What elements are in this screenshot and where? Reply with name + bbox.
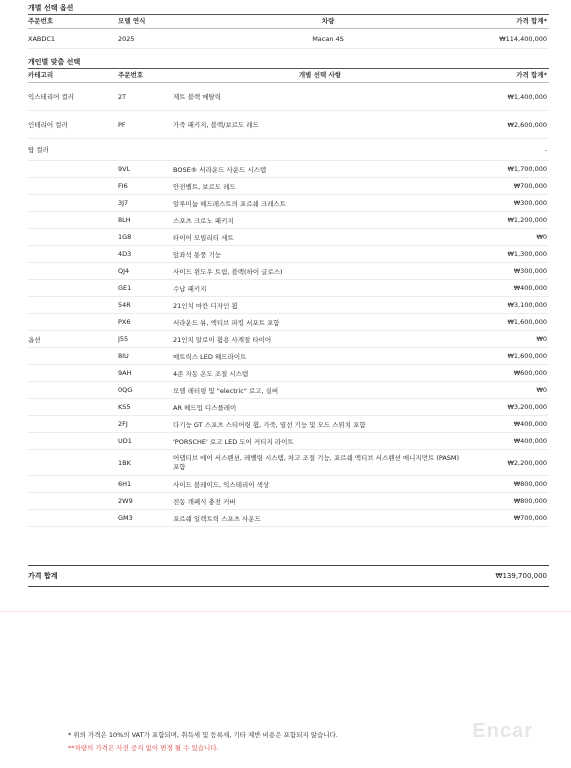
option-name: 다기능 GT 스포츠 스티어링 휠, 가죽, 열선 기능 및 모드 스위치 포함 bbox=[173, 420, 366, 429]
header-price: 가격 합계* bbox=[516, 17, 547, 25]
option-code: GM3 bbox=[118, 514, 133, 522]
vehicle-section-title: 개별 선택 옵션 bbox=[28, 4, 74, 12]
option-name: 사이드 블레이드, 익스테리어 색상 bbox=[173, 480, 270, 489]
vehicle-table-header bbox=[28, 14, 549, 29]
option-row bbox=[28, 416, 549, 433]
option-price: ₩700,000 bbox=[513, 182, 547, 190]
option-code: PF bbox=[118, 120, 126, 129]
total-label: 가격 합계 bbox=[28, 572, 58, 580]
option-row bbox=[28, 314, 549, 331]
option-code: KS5 bbox=[118, 403, 131, 411]
option-row bbox=[28, 246, 549, 263]
price-change-note: **차량의 가격은 사전 공지 없이 변경 될 수 있습니다. bbox=[68, 744, 219, 752]
option-price: ₩1,700,000 bbox=[507, 165, 547, 173]
option-code: 4D3 bbox=[118, 250, 132, 258]
option-code: 2FJ bbox=[118, 420, 128, 428]
option-row bbox=[28, 263, 549, 280]
option-row bbox=[28, 476, 549, 493]
document-page bbox=[28, 0, 549, 527]
total-row bbox=[28, 565, 549, 587]
option-price: ₩700,000 bbox=[513, 514, 547, 522]
option-row bbox=[28, 83, 549, 111]
option-row bbox=[28, 399, 549, 416]
option-name: 타이어 모빌리티 세트 bbox=[173, 233, 234, 242]
option-code: GE1 bbox=[118, 284, 132, 292]
option-price: ₩1,200,000 bbox=[507, 216, 547, 224]
option-name: 앞좌석 통풍 기능 bbox=[173, 250, 222, 259]
option-name: 스포츠 크로노 패키지 bbox=[173, 216, 234, 225]
option-name: 전동 개폐식 충전 커버 bbox=[173, 497, 236, 506]
option-code: 8LH bbox=[118, 216, 131, 224]
option-row bbox=[28, 382, 549, 399]
footnotes bbox=[68, 729, 338, 755]
option-price: ₩1,600,000 bbox=[507, 352, 547, 360]
vehicle-model-year: 2025 bbox=[118, 34, 135, 43]
header-option-code: 주문번호 bbox=[118, 71, 144, 79]
option-code: 2W9 bbox=[118, 497, 133, 505]
option-name: 4존 자동 온도 조절 시스템 bbox=[173, 369, 249, 378]
option-name: 포르쉐 일렉트릭 스포츠 사운드 bbox=[173, 514, 261, 523]
option-category: 탑 컬러 bbox=[28, 146, 49, 154]
vehicle-row bbox=[28, 29, 549, 49]
option-row bbox=[28, 161, 549, 178]
option-price: ₩0 bbox=[536, 233, 547, 241]
option-category: 옵션 bbox=[28, 335, 41, 344]
option-row bbox=[28, 365, 549, 382]
option-price: ₩0 bbox=[536, 335, 547, 343]
option-name: 안전벨트, 보르도 레드 bbox=[173, 182, 236, 191]
header-option-name: 개별 선택 사항 bbox=[298, 71, 342, 79]
option-row bbox=[28, 280, 549, 297]
option-name: BOSE® 서라운드 사운드 시스템 bbox=[173, 165, 267, 174]
option-code: UD1 bbox=[118, 437, 132, 445]
option-price: ₩1,600,000 bbox=[507, 318, 547, 326]
option-code: 9AH bbox=[118, 369, 132, 377]
option-row bbox=[28, 178, 549, 195]
header-vehicle: 차량 bbox=[321, 17, 335, 25]
option-row bbox=[28, 212, 549, 229]
option-code: 1BK bbox=[118, 458, 131, 467]
option-code: 9VL bbox=[118, 165, 131, 173]
option-price: ₩2,600,000 bbox=[507, 120, 547, 129]
option-code: PX6 bbox=[118, 318, 131, 326]
option-price: ₩400,000 bbox=[513, 437, 547, 445]
option-price: ₩800,000 bbox=[513, 480, 547, 488]
option-name: AR 헤드업 디스플레이 bbox=[173, 403, 237, 412]
vehicle-order-number: XABDC1 bbox=[28, 34, 56, 43]
header-order-number: 주문번호 bbox=[28, 17, 54, 25]
option-row bbox=[28, 297, 549, 314]
option-name: 서라운드 뷰, 액티브 파킹 서포트 포함 bbox=[173, 318, 280, 327]
header-model-year: 모델 연식 bbox=[118, 17, 146, 25]
option-row bbox=[28, 139, 549, 161]
option-price: ₩800,000 bbox=[513, 497, 547, 505]
option-price: ₩600,000 bbox=[513, 369, 547, 377]
option-name: 알루미늄 헤드레스트의 포르쉐 크레스트 bbox=[173, 199, 286, 208]
header-option-price: 가격 합계* bbox=[516, 71, 547, 79]
option-code: 8IU bbox=[118, 352, 129, 360]
option-price: - bbox=[544, 145, 547, 154]
option-price: ₩300,000 bbox=[513, 199, 547, 207]
options-section-title: 개인별 맞춤 선택 bbox=[28, 58, 81, 66]
option-code: 2T bbox=[118, 92, 127, 101]
watermark-logo: Encar bbox=[472, 720, 533, 742]
option-name: 21인치 마칸 디자인 휠 bbox=[173, 301, 238, 310]
option-price: ₩2,200,000 bbox=[507, 458, 547, 467]
option-price: ₩3,100,000 bbox=[507, 301, 547, 309]
option-row bbox=[28, 229, 549, 246]
options-table-header bbox=[28, 68, 549, 83]
option-name: 수납 패키지 bbox=[173, 284, 207, 293]
option-name: 제트 블랙 메탈릭 bbox=[173, 93, 222, 101]
option-code: J55 bbox=[118, 335, 129, 343]
vehicle-name: Macan 4S bbox=[312, 34, 344, 43]
header-category: 카테고리 bbox=[28, 71, 54, 79]
option-name: 어댑티브 에어 서스펜션, 레벨링 시스템, 차고 조절 기능, 포르쉐 액티브 서스펜션 매니지먼트 (PASM) 포함 bbox=[173, 453, 460, 471]
total-value: ₩139,700,000 bbox=[495, 572, 547, 580]
option-code: 0QG bbox=[118, 386, 133, 394]
option-name: 모델 레터링 및 "electric" 로고, 실버 bbox=[173, 386, 279, 395]
option-price: ₩300,000 bbox=[513, 267, 547, 275]
option-code: 1G8 bbox=[118, 233, 132, 241]
option-price: ₩1,300,000 bbox=[507, 250, 547, 258]
option-row bbox=[28, 493, 549, 510]
options-table-body bbox=[28, 83, 549, 527]
option-code: 3J7 bbox=[118, 199, 129, 207]
divider-line bbox=[0, 611, 571, 612]
option-price: ₩0 bbox=[536, 386, 547, 394]
option-name: 매트릭스 LED 헤드라이트 bbox=[173, 352, 247, 361]
option-price: ₩3,200,000 bbox=[507, 403, 547, 411]
option-code: 54R bbox=[118, 301, 131, 309]
option-row bbox=[28, 450, 549, 476]
option-row bbox=[28, 195, 549, 212]
option-name: 사이드 윈도우 트림, 블랙(하이 글로스) bbox=[173, 267, 283, 276]
option-category: 인테리어 컬러 bbox=[28, 121, 68, 129]
option-code: 6H1 bbox=[118, 480, 132, 488]
option-code: QJ4 bbox=[118, 267, 130, 275]
option-price: ₩400,000 bbox=[513, 284, 547, 292]
option-row bbox=[28, 433, 549, 450]
option-name: 가죽 패키지, 블랙/보르도 레드 bbox=[173, 121, 259, 129]
option-row bbox=[28, 111, 549, 139]
option-price: ₩1,400,000 bbox=[507, 92, 547, 101]
option-name: 21인치 알로이 휠용 사계절 타이어 bbox=[173, 335, 272, 344]
option-row bbox=[28, 331, 549, 348]
option-category: 익스테리어 컬러 bbox=[28, 93, 75, 101]
option-code: FI6 bbox=[118, 182, 128, 190]
vehicle-price: ₩114,400,000 bbox=[499, 34, 547, 43]
vat-note: * 위의 가격은 10%의 VAT가 포함되며, 취득세 및 등록세, 기타 제반 비용은 포함되지 않습니다. bbox=[68, 731, 338, 739]
option-row bbox=[28, 348, 549, 365]
option-price: ₩400,000 bbox=[513, 420, 547, 428]
option-row bbox=[28, 510, 549, 527]
option-name: 'PORSCHE' 로고 LED 도어 커티지 라이트 bbox=[173, 437, 294, 446]
